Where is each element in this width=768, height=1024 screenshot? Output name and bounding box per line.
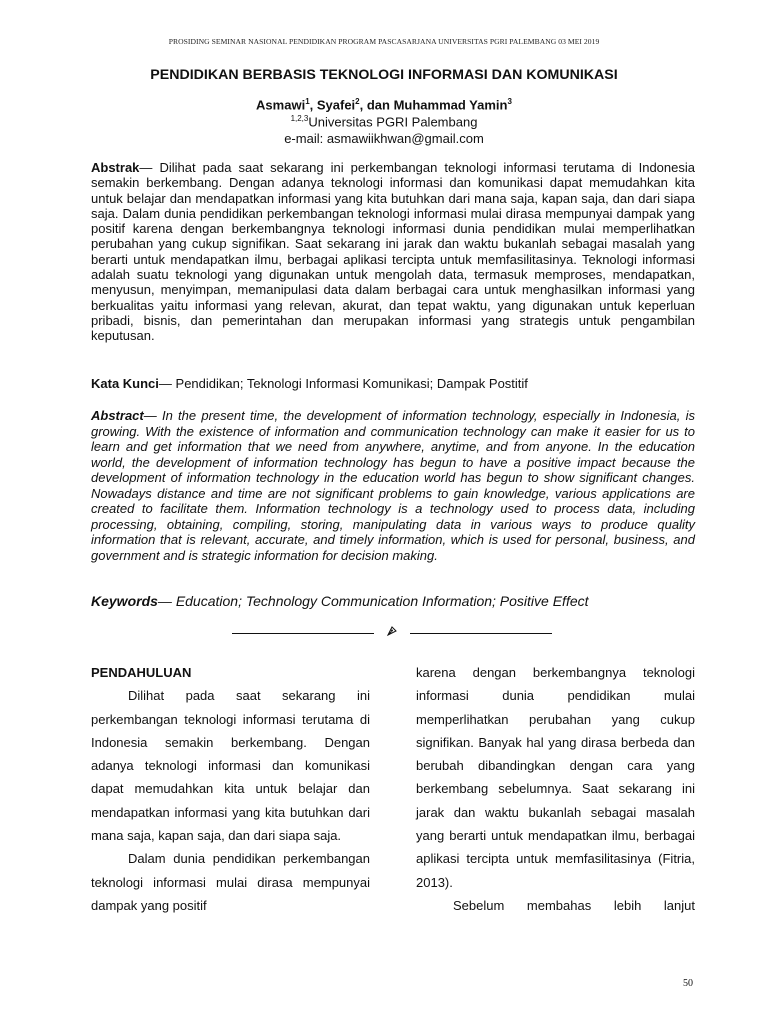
body-column-left — [91, 661, 370, 917]
authors — [0, 97, 768, 112]
abstrak-label: Abstrak — [91, 160, 140, 175]
keywords-dash: — — [157, 593, 176, 609]
keywords — [91, 593, 695, 609]
pen-nib-icon — [385, 624, 399, 638]
affiliation-name: Universitas PGRI Palembang — [308, 114, 478, 130]
abstrak-text: Dilihat pada saat sekarang ini perkembangan teknologi informasi terutama di Indonesia semakin berkembang. Dengan adanya teknologi informasi dan komunikasi dapat memudahkan kita untuk belajar dan mendapatkan informasi yang kita butuhkan dari mana saja, kapan saja, dan dari siapa saja. Dalam dunia pendidikan perkembangan teknologi informasi mulai dirasa mempunyai dampak yang positif karena dengan berkembangnya teknologi informasi dunia pendidikan mulai memperlihatkan perubahan yang cukup signifikan. Saat sekarang ini jarak dan waktu bukanlah sebagai masalah yang berarti untuk mendapatkan ilmu, berbagai aplikasi tercipta untuk memfasilitasinya. Teknologi informasi adalah suatu teknologi yang digunakan untuk mengolah data, termasuk memproses, mendapatkan, menyusun, menyimpan, memanipulasi data dalam berbagai cara untuk menghasilkan informasi yang berkualitas yaitu informasi yang relevan, akurat, dan tepat waktu, yang digunakan untuk keperluan pribadi, bisnis, dan pemerintahan dan merupakan informasi yang strategis untuk pengambilan keputusan. — [91, 160, 695, 344]
abstract-paragraph — [91, 408, 695, 563]
keywords-text: Education; Technology Communication Information; Positive Effect — [175, 593, 589, 609]
kata-kunci-text: Pendidikan; Teknologi Informasi Komunikasi; Dampak Postitif — [175, 376, 528, 391]
author-2-sup: 2 — [355, 97, 360, 106]
author-1: Asmawi — [256, 97, 306, 113]
kata-kunci — [91, 376, 695, 391]
author-3: , dan Muhammad Yamin — [359, 97, 508, 113]
page-number: 50 — [683, 978, 693, 989]
email: e-mail: asmawiikhwan@gmail.com — [284, 131, 484, 146]
affiliation — [0, 114, 768, 129]
body-paragraph: karena dengan berkembangnya teknologi informasi dunia pendidikan mulai memperlihatkan perubahan yang cukup signifikan. Banyak hal yang dirasa berbeda dan berubah dibandingkan dengan cara yang berkembang sebelumnya. Saat sekarang ini jarak dan waktu bukanlah sebagai masalah yang berarti untuk mendapatkan ilmu, berbagai aplikasi tercipta untuk memfasilitasinya (Fitria, 2013). — [416, 665, 695, 890]
author-1-sup: 1 — [305, 97, 310, 106]
author-2: , Syafei — [309, 97, 356, 113]
keywords-label: Keywords — [91, 593, 158, 609]
author-3-sup: 3 — [507, 97, 512, 106]
kata-kunci-dash: — — [158, 376, 176, 391]
body-paragraph: Dilihat pada saat sekarang ini perkembangan teknologi informasi terutama di Indonesia semakin berkembang. Dengan adanya teknologi informasi dan komunikasi dapat memudahkan kita untuk belajar dan mendapatkan informasi yang kita butuhkan dari mana saja, kapan saja, dan dari siapa saja. — [91, 688, 370, 844]
paper-title: PENDIDIKAN BERBASIS TEKNOLOGI INFORMASI DAN KOMUNIKASI — [150, 67, 618, 83]
kata-kunci-label: Kata Kunci — [91, 376, 159, 391]
running-header: PROSIDING SEMINAR NASIONAL PENDIDIKAN PROGRAM PASCASARJANA UNIVERSITAS PGRI PALEMBANG 03 MEI 2019 — [168, 37, 600, 46]
abstrak-dash: — — [139, 160, 160, 175]
abstract-dash: — — [143, 408, 162, 423]
divider-line-right — [410, 633, 552, 634]
body-column-right — [416, 661, 695, 917]
body-paragraph: Dalam dunia pendidikan perkembangan teknologi informasi mulai dirasa mempunyai dampak yang positif — [91, 851, 370, 913]
abstract-label: Abstract — [91, 408, 144, 423]
abstract-text: In the present time, the development of information technology, especially in Indonesia, is growing. With the existence of information and communication technology can make it easier for us to learn and get information that we need from anywhere, anytime, and from anyone. In the education world, the development of information technology has begun to have a positive impact because the development of information technology in the education world has begun to show significant changes. Nowadays distance and time are not significant problems to gain knowledge, various applications are created to facilitate them. Information technology is a technology used to process data, including processing, obtaining, compiling, storing, manipulating data in various ways to produce quality information that is relevant, accurate, and timely information, which is used for personal, business, and government and is strategic information for decision making. — [91, 408, 695, 563]
affiliation-sup: 1,2,3 — [290, 114, 309, 123]
section-divider — [232, 624, 552, 638]
section-heading-pendahuluan: PENDAHULUAN — [91, 665, 192, 680]
abstrak-paragraph — [91, 160, 695, 344]
divider-line-left — [232, 633, 374, 634]
body-paragraph: Sebelum membahas lebih lanjut — [453, 897, 695, 913]
